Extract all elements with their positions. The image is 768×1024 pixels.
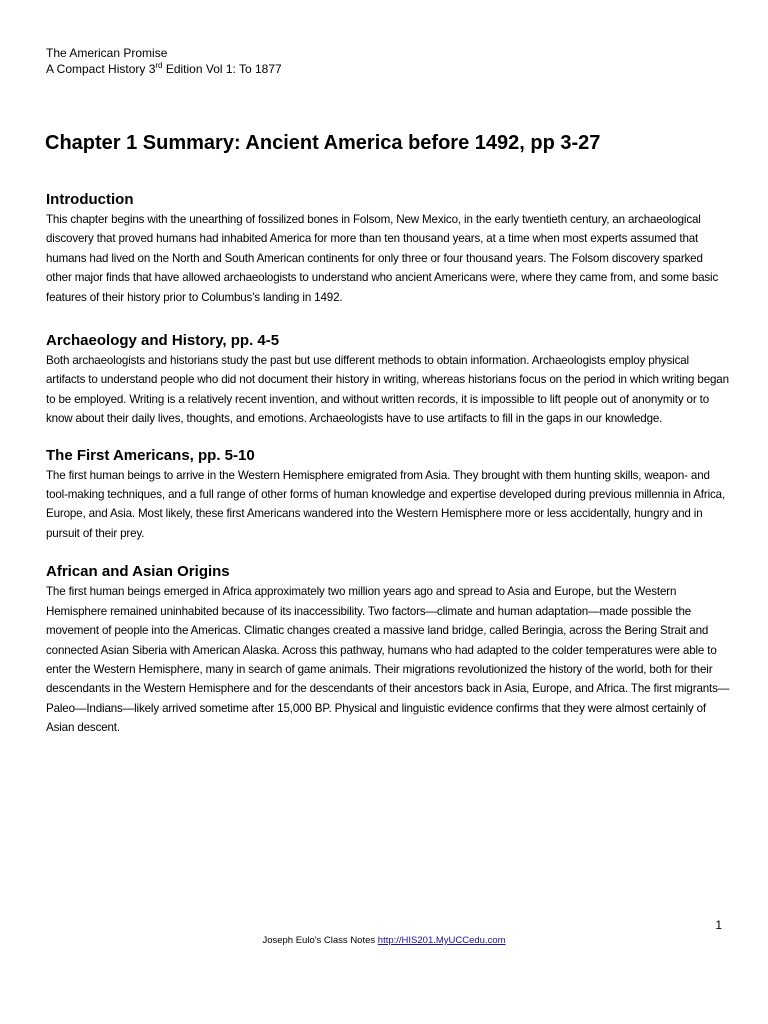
- book-edition-prefix: A Compact History 3: [46, 62, 156, 76]
- section-body: The first human beings to arrive in the Western Hemisphere emigrated from Asia. They brought with them hunting skills, weapon- and tool-making techniques, and a full range of other forms of human knowledge and expertise developed during previous millennia in Africa, Europe, and Asia. Most likely, these first Americans wandered into the Western Hemisphere more or less accidentally, hungry and in pursuit of their prey.: [46, 468, 726, 540]
- section-heading: Archaeology and History, pp. 4-5: [46, 332, 280, 350]
- book-header: [46, 45, 282, 77]
- footer-link[interactable]: http://HIS201.MyUCCedu.com: [377, 935, 506, 946]
- section-introduction: [46, 190, 730, 307]
- page-number: 1: [715, 918, 722, 932]
- book-edition: [46, 61, 282, 77]
- book-title: The American Promise: [46, 46, 168, 60]
- chapter-content: [46, 190, 730, 738]
- section-body: The first human beings emerged in Africa approximately two million years ago and spread to Asia and Europe, but the Western Hemisphere remained uninhabited because of its inaccessibility. Two factors—climate and human adaptation—made possible the movement of people into the Americas. Climatic changes created a massive land bridge, called Beringia, across the Bering Strait and connected Asian Siberia with American Alaska. Across this pathway, humans who had adapted to the colder temperatures were able to enter the Western Hemisphere, many in search of game animals. Their migrations revolutionized the history of the world, both for their descendants in the Western Hemisphere and for the descendants of their ancestors back in Asia, Europe, and Africa. The first migrants—Paleo—Indians—likely arrived sometime after 15,000 BP. Physical and linguistic evidence confirms that they were almost certainly of Asian descent.: [46, 585, 730, 735]
- section-heading: The First Americans, pp. 5-10: [46, 446, 255, 464]
- chapter-title: Chapter 1 Summary: Ancient America before 1492, pp 3-27: [45, 132, 601, 154]
- book-edition-suffix: Edition Vol 1: To 1877: [162, 62, 282, 76]
- section-first-americans: [46, 446, 730, 544]
- section-archaeology-and-history: [46, 331, 730, 429]
- page-footer: [0, 935, 768, 946]
- footer-text: Joseph Eulo's Class Notes: [262, 935, 378, 946]
- section-heading: Introduction: [46, 191, 134, 208]
- book-edition-superscript: rd: [155, 61, 163, 70]
- section-body: Both archaeologists and historians study the past but use different methods to obtain information. Archaeologists employ physical artifacts to understand people who did not document their history in writing, whereas historians focus on the period in which writing began to be employed. Writing is a relatively recent invention, and without written records, it is impossible to lift people out of anonymity or to know about their daily lives, thoughts, and emotions. Archaeologists have to use artifacts to fill in the gaps in our knowledge.: [46, 354, 729, 426]
- section-body: This chapter begins with the unearthing of fossilized bones in Folsom, New Mexico, in the early twentieth century, an archaeological discovery that proved humans had inhabited America for more than ten thousand years, at a time when most experts assumed that humans had lived on the North and South American continents for only three or four thousand years. The Folsom discovery sparked other major finds that have allowed archaeologists to understand who ancient Americans were, where they came from, and some basic features of their history prior to Columbus's landing in 1492.: [46, 213, 719, 304]
- section-heading: African and Asian Origins: [46, 563, 230, 581]
- section-african-and-asian-origins: [46, 562, 730, 737]
